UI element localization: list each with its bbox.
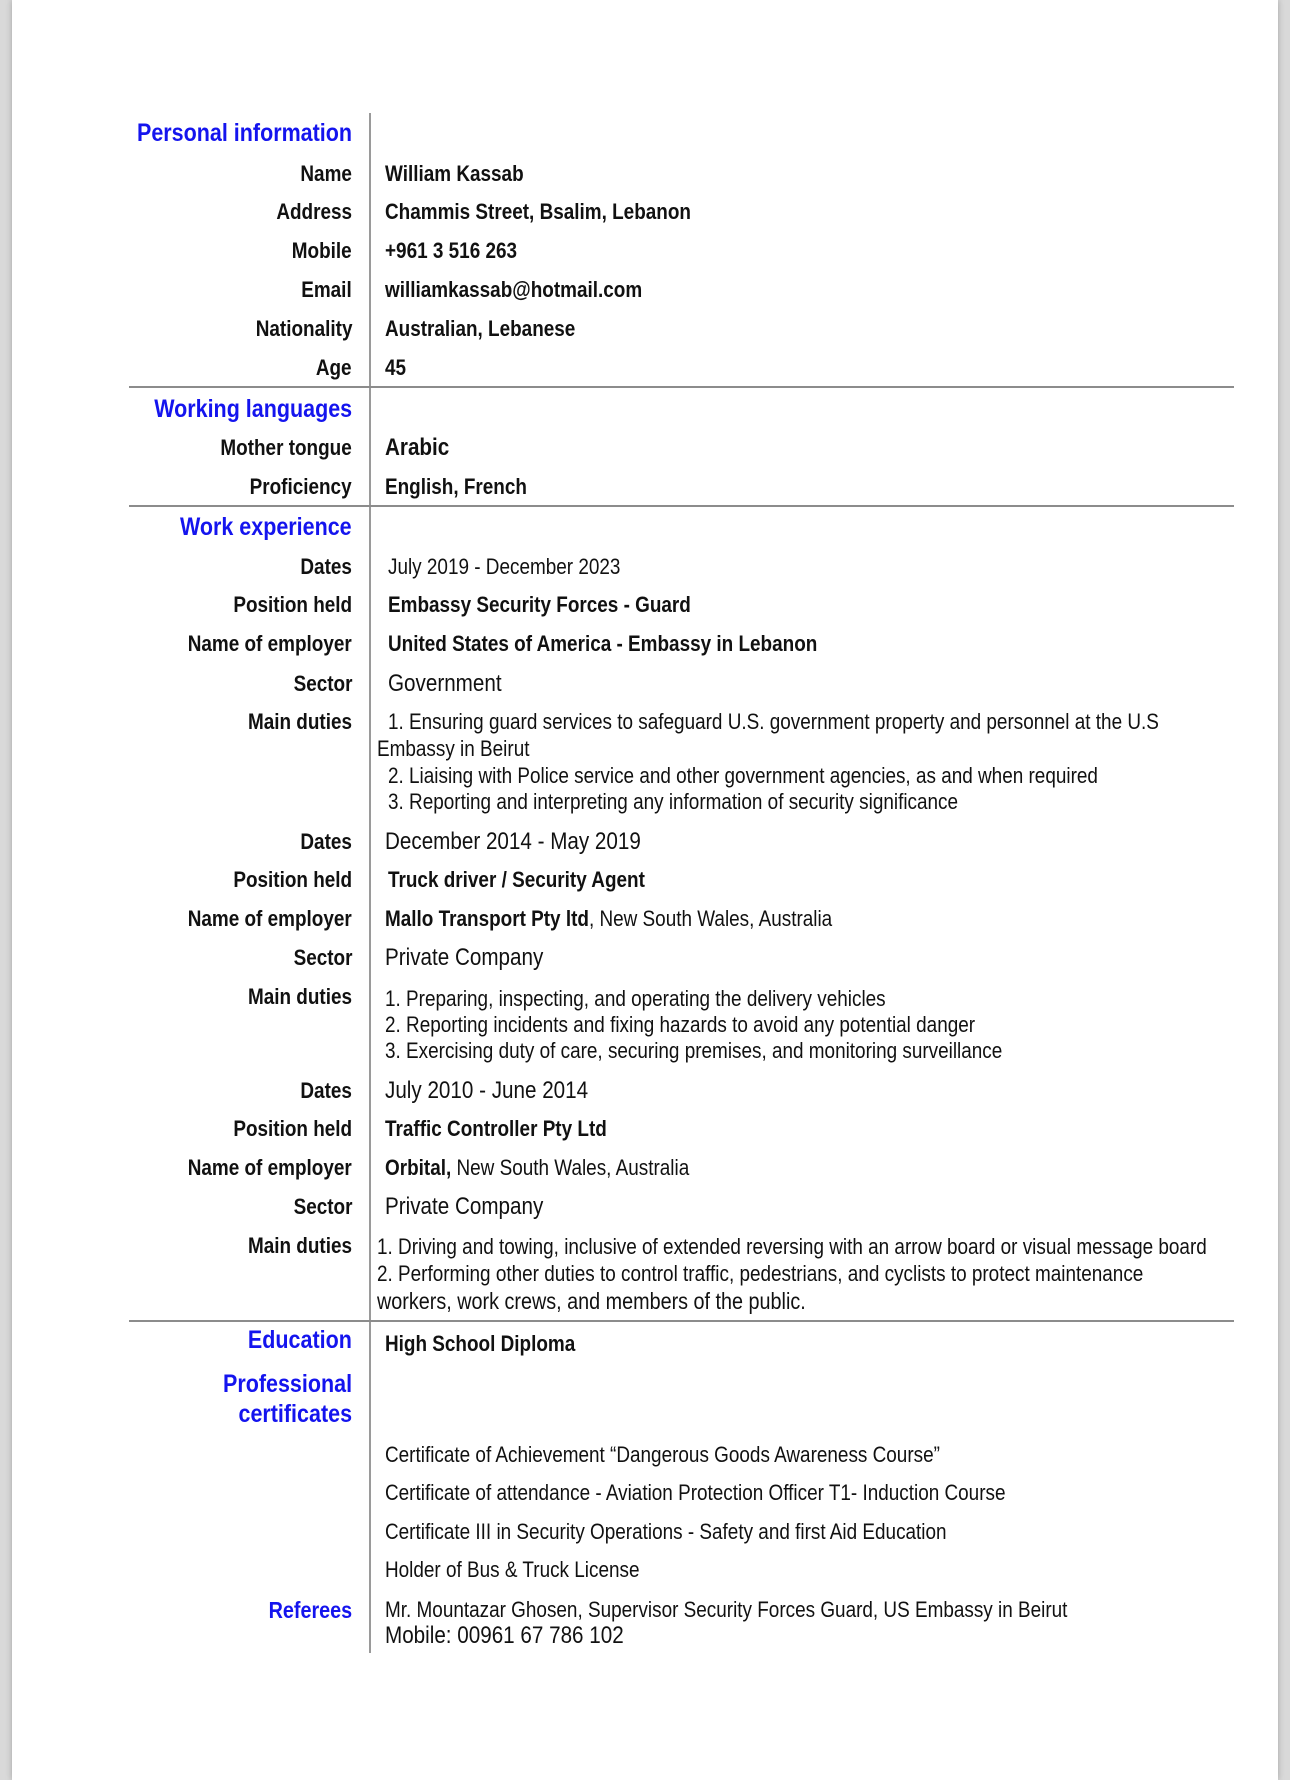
section-heading-work: Work experience (180, 513, 352, 541)
employer-name: Mallo Transport Pty ltd (385, 906, 589, 931)
job-employer: United States of America - Embassy in Lebanon (388, 631, 818, 656)
label-sector: Sector (293, 945, 352, 970)
job-employer (385, 1155, 689, 1181)
job-duty: 1. Ensuring guard services to safeguard U.S. government property and personnel at the U.S (388, 709, 1159, 734)
label-position: Position held (233, 1116, 352, 1141)
label-email: Email (301, 277, 352, 302)
label-nationality: Nationality (255, 316, 352, 341)
value-mobile: +961 3 516 263 (385, 238, 518, 263)
employer-name: Orbital, (385, 1155, 452, 1180)
job-duty: 1. Driving and towing, inclusive of extended reversing with an arrow board or visual message board (377, 1234, 1207, 1259)
job-sector: Private Company (385, 944, 544, 971)
value-proficiency: English, French (385, 474, 527, 499)
section-heading-certificates-line2: certificates (238, 1400, 352, 1428)
column-divider (369, 113, 371, 1653)
job-position: Traffic Controller Pty Ltd (385, 1116, 607, 1141)
job-duty: 1. Preparing, inspecting, and operating the delivery vehicles (385, 986, 886, 1011)
section-heading-referees: Referees (268, 1597, 352, 1623)
section-heading-education: Education (248, 1326, 352, 1354)
value-address: Chammis Street, Bsalim, Lebanon (385, 199, 691, 224)
job-sector: Private Company (385, 1193, 544, 1220)
section-rule (129, 386, 1234, 388)
certificate-item: Holder of Bus & Truck License (385, 1557, 640, 1582)
value-nationality: Australian, Lebanese (385, 316, 576, 341)
label-sector: Sector (293, 671, 352, 696)
label-employer: Name of employer (187, 631, 352, 656)
section-heading-languages: Working languages (154, 395, 352, 423)
value-email[interactable]: williamkassab@hotmail.com (385, 277, 643, 302)
job-position: Embassy Security Forces - Guard (388, 592, 691, 617)
job-duty: 2. Reporting incidents and fixing hazards to avoid any potential danger (385, 1012, 976, 1037)
referee-name: Mr. Mountazar Ghosen, Supervisor Security Forces Guard, US Embassy in Beirut (385, 1597, 1068, 1622)
job-duty: 2. Performing other duties to control traffic, pedestrians, and cyclists to protect maintenance (377, 1261, 1144, 1286)
job-duty: Embassy in Beirut (377, 736, 530, 761)
section-rule (129, 505, 1234, 507)
label-position: Position held (233, 592, 352, 617)
label-duties: Main duties (247, 709, 352, 734)
job-dates: July 2010 - June 2014 (385, 1077, 589, 1104)
certificate-item: Certificate of attendance - Aviation Protection Officer T1- Induction Course (385, 1480, 1006, 1505)
job-duty: 2. Liaising with Police service and other government agencies, as and when required (388, 763, 1098, 788)
label-employer: Name of employer (187, 906, 352, 931)
section-heading-certificates-line1: Professional (222, 1370, 352, 1398)
label-dates: Dates (300, 1078, 352, 1103)
job-duty: 3. Exercising duty of care, securing premises, and monitoring surveillance (385, 1038, 1003, 1063)
value-age: 45 (385, 355, 407, 380)
label-dates: Dates (300, 554, 352, 579)
job-dates: December 2014 - May 2019 (385, 828, 641, 855)
employer-location: , New South Wales, Australia (588, 906, 833, 931)
value-education: High School Diploma (385, 1331, 576, 1356)
label-dates: Dates (300, 829, 352, 854)
job-sector: Government (388, 670, 502, 697)
job-dates: July 2019 - December 2023 (388, 554, 621, 579)
certificate-item: Certificate of Achievement “Dangerous Goods Awareness Course” (385, 1442, 940, 1467)
label-employer: Name of employer (187, 1155, 352, 1180)
label-age: Age (316, 355, 352, 380)
value-name: William Kassab (385, 161, 524, 186)
label-mother-tongue: Mother tongue (220, 435, 352, 460)
job-duty: 3. Reporting and interpreting any information of security significance (388, 789, 959, 814)
label-mobile: Mobile (292, 238, 352, 263)
label-duties: Main duties (247, 984, 352, 1009)
section-rule (129, 1320, 1234, 1322)
label-position: Position held (233, 867, 352, 892)
referee-mobile: Mobile: 00961 67 786 102 (385, 1622, 624, 1649)
label-address: Address (276, 199, 352, 224)
job-position: Truck driver / Security Agent (388, 867, 645, 892)
label-duties: Main duties (247, 1233, 352, 1258)
job-employer (385, 906, 832, 932)
section-heading-personal: Personal information (136, 119, 352, 147)
value-mother-tongue: Arabic (385, 434, 450, 461)
label-sector: Sector (293, 1194, 352, 1219)
label-name: Name (300, 161, 352, 186)
employer-location: New South Wales, Australia (451, 1155, 690, 1180)
label-proficiency: Proficiency (249, 474, 352, 499)
job-duty: workers, work crews, and members of the public. (377, 1288, 806, 1314)
certificate-item: Certificate III in Security Operations - Safety and first Aid Education (385, 1519, 947, 1544)
